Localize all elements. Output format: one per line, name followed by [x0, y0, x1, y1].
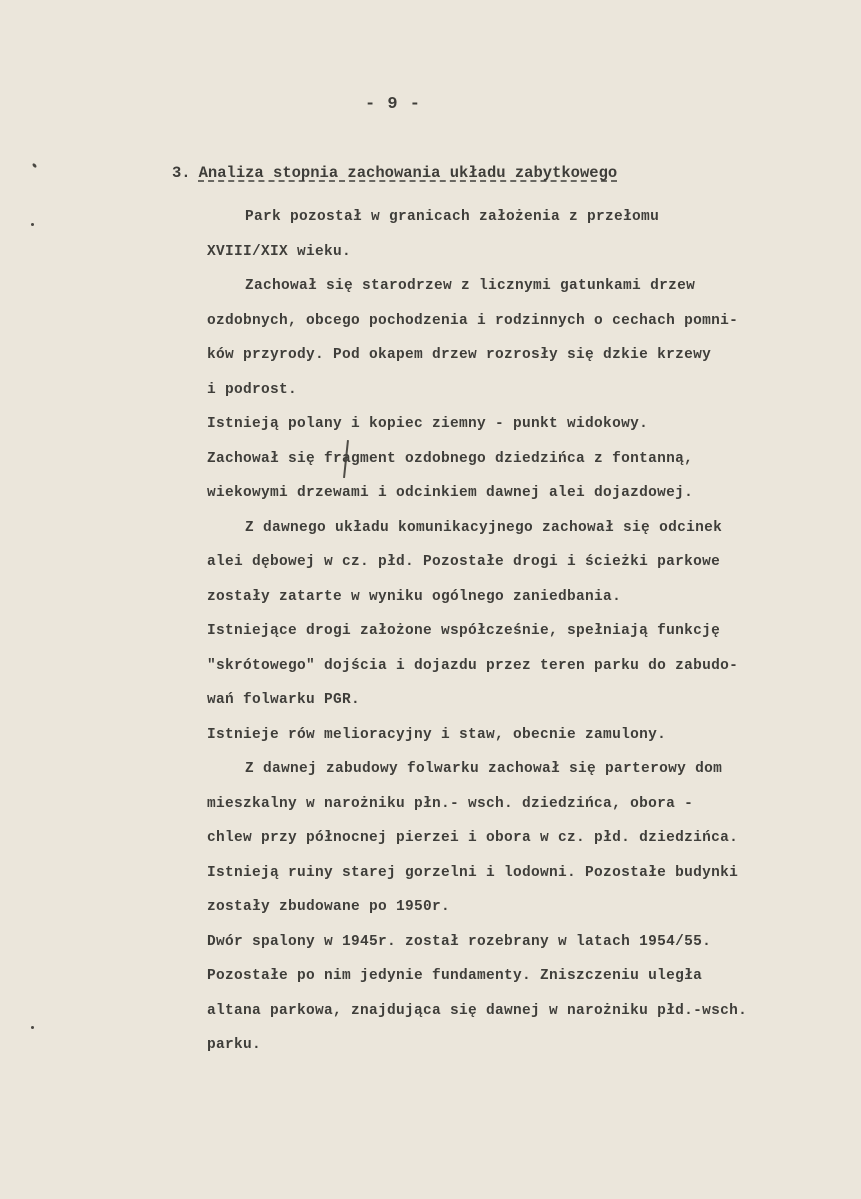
text-line: zostały zbudowane po 1950r.	[207, 899, 451, 915]
page-number: - 9 -	[364, 95, 421, 114]
text-line: Zachował się starodrzew z licznymi gatunkami drzew	[245, 278, 696, 294]
text-line: Z dawnego układu komunikacyjnego zachował się odcinek	[245, 519, 723, 536]
text-line: Pozostałe po nim jedynie fundamenty. Zniszczeniu uległa	[207, 968, 703, 984]
text-line: parku.	[207, 1037, 262, 1053]
text-line: ków przyrody. Pod okapem drzew rozrosły się dzkie krzewy	[207, 347, 712, 363]
section-title: Analiza stopnia zachowania układu zabytkowego	[198, 164, 618, 182]
text-line: mieszkalny w narożniku płn.- wsch. dziedzińca, obora -	[207, 795, 694, 812]
text-line: Zachował się fragment ozdobnego dziedzińca z fontanną,	[207, 450, 694, 467]
text-line: Istniejące drogi założone współcześnie, spełniają funkcję	[207, 623, 721, 639]
text-line: wiekowymi drzewami i odcinkiem dawnej alei dojazdowej.	[207, 485, 694, 501]
text-line: Dwór spalony w 1945r. został rozebrany w latach 1954/55.	[207, 933, 712, 950]
body-text	[207, 206, 837, 1069]
text-line: Park pozostał w granicach założenia z przełomu	[245, 209, 660, 225]
text-line: altana parkowa, znajdująca się dawnej w narożniku płd.-wsch.	[207, 1002, 748, 1019]
text-line: zostały zatarte w wyniku ogólnego zaniedbania.	[207, 588, 622, 605]
text-line: XVIII/XIX wieku.	[207, 243, 352, 260]
margin-speck	[32, 163, 38, 169]
section-heading	[172, 164, 617, 182]
text-line: Istnieje rów melioracyjny i staw, obecnie zamulony.	[207, 726, 667, 743]
text-line: chlew przy północnej pierzei i obora w cz. płd. dziedzińca.	[207, 830, 739, 846]
margin-speck	[31, 1026, 34, 1029]
text-line: ozdobnych, obcego pochodzenia i rodzinnych o cechach pomni-	[207, 312, 739, 329]
text-line: "skrótowego" dojścia i dojazdu przez teren parku do zabudo-	[207, 657, 739, 674]
text-line: Istnieją ruiny starej gorzelni i lodowni. Pozostałe budynki	[207, 864, 739, 881]
text-line: wań folwarku PGR.	[207, 692, 361, 708]
section-number: 3.	[172, 164, 191, 182]
text-line: Z dawnej zabudowy folwarku zachował się parterowy dom	[245, 761, 723, 777]
text-line: alei dębowej w cz. płd. Pozostałe drogi i ścieżki parkowe	[207, 554, 721, 570]
margin-speck	[31, 223, 34, 226]
text-line: Istnieją polany i kopiec ziemny - punkt widokowy.	[207, 416, 649, 432]
text-line: i podrost.	[207, 381, 298, 398]
